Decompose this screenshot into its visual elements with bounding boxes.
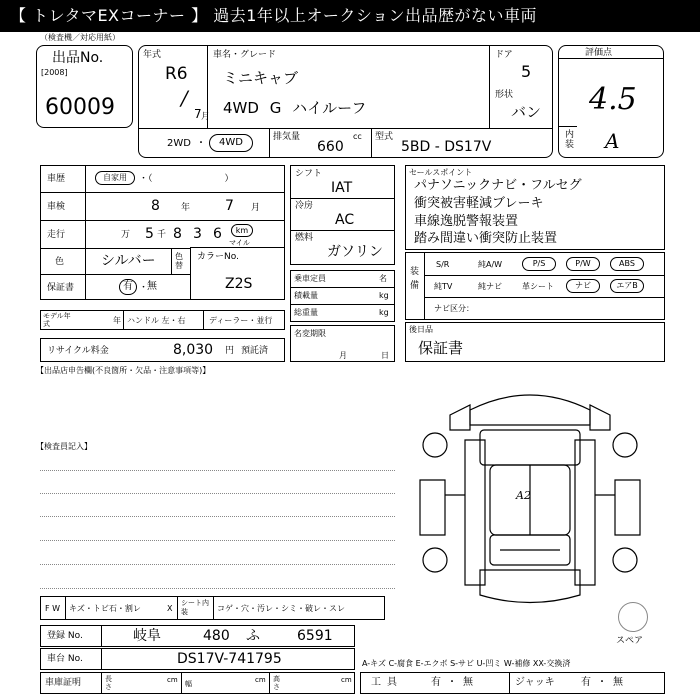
year-month: 7 [194, 107, 202, 121]
model-name: ミニキャブ [223, 69, 299, 87]
certificate-width-cm: cm [255, 676, 266, 684]
banner-title: 【 トレタマEXコーナー 】 過去1年以上オークション出品歴がない車両 [0, 0, 700, 32]
fuel-value: ガソリン [327, 244, 383, 260]
color-code-box [190, 247, 285, 300]
type-label: 型式 [375, 132, 394, 142]
displacement-value: 660 [317, 139, 344, 155]
model-grade: 4WD G ハイルーフ [223, 99, 367, 117]
mileage-unit-km: km [231, 224, 253, 237]
inspection-year: 8 [151, 198, 160, 214]
history-label: 車歴 [47, 174, 66, 184]
drive-2wd: 2WD [167, 138, 191, 149]
score-value: 4.5 [589, 82, 637, 117]
equip-leather: 革シート [522, 282, 554, 291]
color-value: シルバー [101, 253, 156, 269]
warranty-no: 無 [147, 281, 157, 292]
recycle-row [40, 338, 285, 362]
tools-value: 有・無 [431, 677, 479, 688]
seller-notes-label: 【出品店申告欄(不良箇所・欠品・注意事項等)】 [36, 366, 211, 375]
weight-unit: kg [379, 308, 389, 317]
sales-point-4: 踏み間違い衝突防止装置 [414, 231, 558, 246]
warranty-sep: ・ [139, 283, 149, 293]
recycle-value: 8,030 [173, 342, 214, 358]
spare-label: スペア [616, 636, 644, 646]
displacement-label: 排気量 [273, 132, 301, 142]
certificate-height-cm: cm [341, 676, 352, 684]
year-label: 年式 [143, 50, 162, 60]
chassis-label: 車台 No. [47, 654, 83, 664]
registration-class: 480 [203, 628, 230, 644]
spare-tire-icon [618, 602, 648, 632]
tools-jack-row [360, 672, 665, 694]
shape-value: バン [511, 103, 542, 121]
mileage-unit-mile: マイル [229, 239, 250, 247]
jack-value: 有・無 [581, 677, 629, 688]
shape-label: 形状 [495, 90, 514, 100]
warranty-label: 保証書 [47, 283, 75, 293]
inspection-label: 車検 [47, 202, 66, 212]
certificate-label: 車庫証明 [45, 678, 82, 688]
navi-type-label: ナビ区分： [434, 304, 474, 313]
mileage-unit-man: 万 [121, 230, 131, 240]
equip-pw: P/W [566, 257, 600, 271]
sales-point-2: 衝突被害軽減ブレーキ [414, 196, 544, 211]
color-label: 色 [55, 257, 65, 267]
registration-number: 6591 [297, 628, 333, 644]
equip-tv: 純TV [434, 282, 453, 291]
fuel-label: 燃料 [295, 233, 314, 243]
recycle-note: 預託済 [241, 346, 269, 356]
legend-x: X [167, 604, 173, 613]
shift-fuel-box [290, 165, 395, 265]
score-box [558, 45, 664, 158]
damage-mark: A2 [516, 489, 531, 502]
recycle-unit: 円 [225, 346, 235, 356]
mileage-label: 走行 [47, 230, 66, 240]
equip-jnavi: 純ナビ [478, 282, 502, 291]
people-unit: 名 [379, 274, 387, 283]
legend-items2: コゲ・穴・汚レ・シミ・破レ・スレ [217, 604, 345, 613]
type-value: 5BD - DS17V [401, 139, 492, 155]
year-month-unit: 月 [201, 112, 211, 122]
registration-label: 登録 No. [47, 631, 83, 641]
load-label: 積載量 [294, 291, 318, 300]
tools-label: 工具 [371, 677, 403, 688]
recycle-label: リサイクル料金 [47, 346, 109, 356]
aircon-value: AC [335, 212, 355, 228]
load-unit: kg [379, 291, 389, 300]
drive-4wd: 4WD [209, 134, 253, 152]
color-code: Z2S [225, 276, 253, 292]
sales-points-label: セールスポイント [409, 168, 473, 177]
doors-label: ドア [495, 50, 513, 60]
shift-value: IAT [331, 180, 353, 196]
legend-fw: F W [45, 604, 61, 613]
color-change-label: 色替 [175, 252, 183, 270]
certificate-length: 長さ [105, 675, 112, 691]
registration-region: 岐阜 [133, 628, 161, 644]
inspector-notes-label: 【検査員記入】 [36, 442, 92, 451]
certificate-row [40, 672, 355, 694]
name-change-month: 月 [339, 351, 347, 360]
name-change-box [290, 325, 395, 362]
certificate-height: 高さ [273, 675, 280, 691]
certificate-length-cm: cm [167, 676, 178, 684]
mileage-digit-3: 3 [193, 226, 202, 242]
damage-legend: A-キズ C-腐食 E-エクボ S-サビ U-凹ミ W-補修 XX-交換済 [362, 659, 571, 668]
inspection-month: 7 [225, 198, 234, 214]
year-slash: / [181, 86, 188, 110]
equip-abs: ABS [610, 257, 644, 271]
dealer-option: ディーラー・並行 [209, 316, 273, 325]
history-value: 自家用 [95, 171, 135, 185]
header-note: （検査機／対応用紙） [40, 33, 120, 42]
year-era: R6 [165, 64, 188, 84]
inspection-year-unit: 年 [181, 203, 191, 213]
displacement-unit: cc [353, 132, 362, 141]
equip-aw: 純A/W [478, 260, 503, 269]
jack-label: ジャッキ [515, 677, 555, 688]
equip-navi: ナビ [566, 279, 600, 293]
doors-value: 5 [521, 62, 532, 81]
mileage-digit-4: 6 [213, 226, 222, 242]
warranty-yes: 有 [119, 279, 137, 295]
listing-number: 60009 [45, 95, 115, 120]
certificate-width: 幅 [185, 680, 192, 688]
listing-number-label: 出品No. [52, 50, 104, 66]
mileage-digit-2: 8 [173, 226, 182, 242]
sales-point-3: 車線逸脱警報装置 [414, 214, 519, 229]
score-label: 評価点 [585, 48, 613, 58]
after-sale-label: 後日品 [409, 325, 433, 334]
capacity-box [290, 270, 395, 322]
drive-sep: ・ [196, 138, 206, 149]
legend-seat: シート内装 [181, 599, 209, 616]
history-rest: ・（ ） [139, 174, 234, 184]
aircon-label: 冷房 [295, 201, 314, 211]
registration-row [40, 625, 355, 647]
interior-label: 内装 [565, 130, 575, 150]
weight-label: 総重量 [294, 308, 318, 317]
chassis-number: DS17V-741795 [177, 651, 282, 667]
after-sale-value: 保証書 [418, 339, 464, 357]
legend-items1: キズ・トビ石・割レ [69, 604, 141, 613]
legend-row [40, 596, 385, 620]
equipment-box [405, 252, 665, 320]
name-change-label: 名変期限 [294, 329, 326, 338]
model-label: 車名・グレード [213, 50, 277, 60]
interior-value: A [605, 129, 620, 153]
equip-airbag: エアB [610, 279, 644, 293]
listing-stamp: [2008] [41, 68, 68, 77]
listing-number-box [36, 45, 133, 128]
name-change-day: 日 [381, 351, 389, 360]
mileage-digit-1: 5 [145, 226, 154, 242]
after-sale-box [405, 322, 665, 362]
handle-option: ハンドル 左・右 [127, 316, 186, 325]
registration-kana: ふ [246, 628, 260, 644]
mileage-unit-sen: 千 [157, 230, 167, 240]
sales-points-box [405, 165, 665, 250]
model-year-row [40, 310, 285, 330]
inspection-month-unit: 月 [251, 203, 261, 213]
model-year-label: モデル年式 [43, 312, 71, 328]
model-year-unit: 年 [113, 316, 121, 325]
sales-point-1: パナソニックナビ・フルセグ [414, 178, 582, 193]
chassis-row [40, 648, 355, 670]
equip-sr: S/R [436, 260, 450, 269]
equip-ps: P/S [522, 257, 556, 271]
shift-label: シフト [295, 169, 323, 179]
people-label: 乗車定員 [294, 274, 326, 283]
equipment-label: 装備 [410, 267, 420, 291]
color-code-label: カラーNo. [197, 252, 239, 262]
vehicle-info-box [138, 45, 553, 158]
